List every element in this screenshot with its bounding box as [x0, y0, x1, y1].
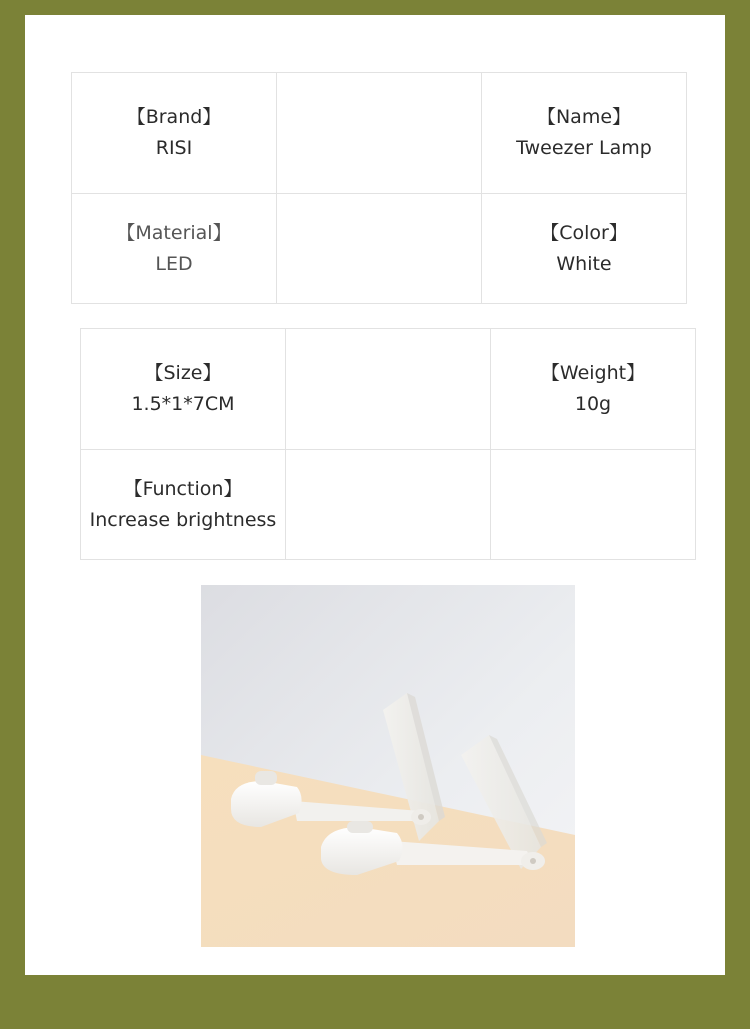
- brand-value: RISI: [155, 137, 193, 159]
- weight-value: 10g: [574, 393, 612, 415]
- size-cell: [81, 329, 286, 450]
- weight-cell: [491, 329, 696, 450]
- spec-table-primary: [71, 72, 687, 304]
- material-value: LED: [155, 252, 193, 275]
- weight-label: 【Weight】: [540, 362, 646, 384]
- spec-table-secondary: [80, 328, 696, 560]
- product-photo: [201, 585, 575, 947]
- size-label: 【Size】: [144, 362, 222, 384]
- empty-cell: [277, 194, 482, 304]
- brand-cell: [72, 73, 277, 194]
- function-value: Increase brightness: [89, 508, 277, 531]
- empty-cell: [491, 450, 696, 560]
- content-panel: [25, 15, 725, 975]
- size-value: 1.5*1*7CM: [131, 393, 235, 415]
- material-label: 【Material】: [116, 221, 232, 244]
- function-cell: [81, 450, 286, 560]
- empty-cell: [286, 450, 491, 560]
- color-value: White: [556, 252, 612, 275]
- function-label: 【Function】: [123, 477, 243, 500]
- name-cell: [482, 73, 687, 194]
- brand-label: 【Brand】: [126, 106, 222, 128]
- name-value: Tweezer Lamp: [516, 137, 652, 159]
- material-cell: [72, 194, 277, 304]
- color-cell: [482, 194, 687, 304]
- name-label: 【Name】: [536, 106, 632, 128]
- empty-cell: [286, 329, 491, 450]
- color-label: 【Color】: [540, 221, 628, 244]
- empty-cell: [277, 73, 482, 194]
